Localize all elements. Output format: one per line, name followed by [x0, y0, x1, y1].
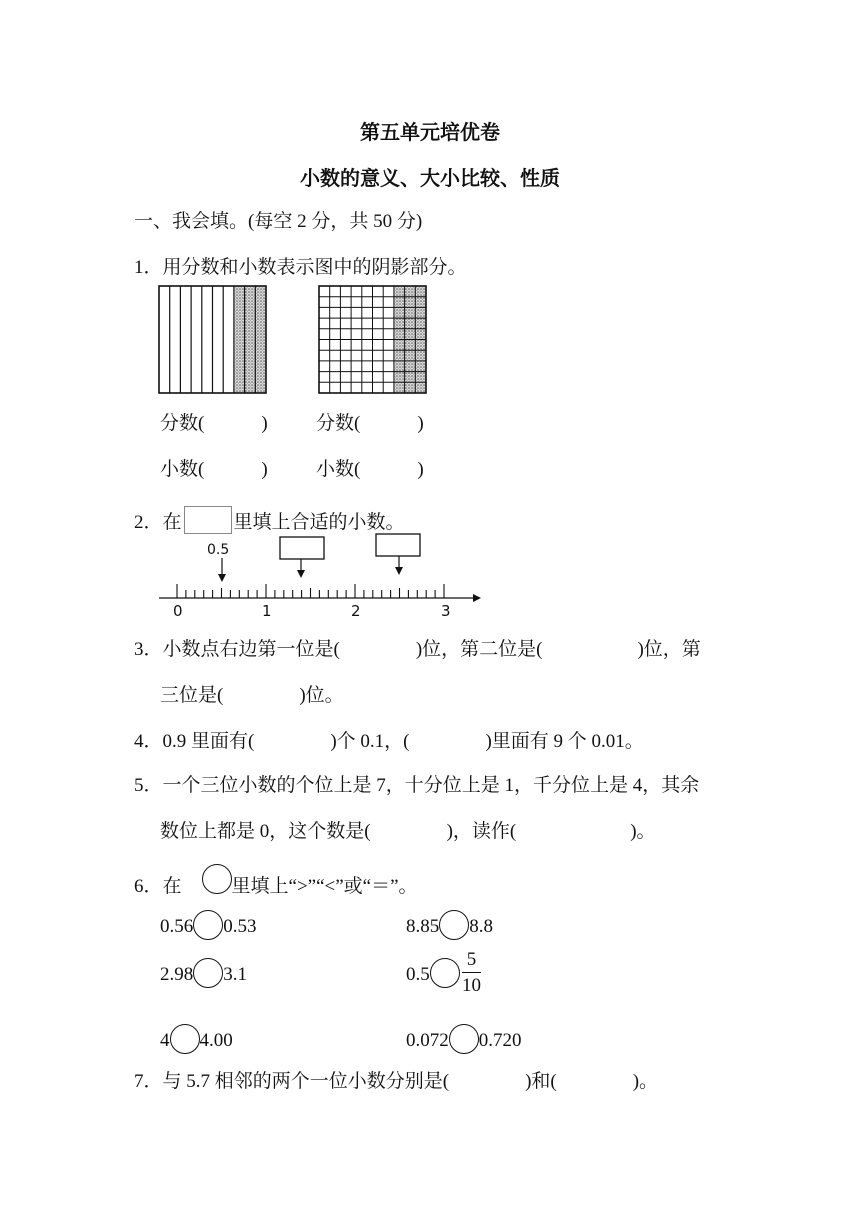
question-1-text: 1．用分数和小数表示图中的阴影部分。 [134, 257, 467, 278]
question-6-text [134, 864, 418, 898]
figure-tenths-strip [158, 285, 270, 395]
page-title: 第五单元培优卷 [360, 120, 500, 144]
decimal-answer-a[interactable]: 小数( ) [160, 459, 268, 480]
compare-left: 2.98 [160, 964, 194, 985]
fraction-numerator: 5 [462, 948, 481, 973]
compare-item-6 [406, 1024, 522, 1054]
fraction-answer-b[interactable]: 分数( ) [316, 413, 424, 434]
question-2-text [134, 506, 405, 534]
tick-label-1: 1 [262, 602, 272, 620]
page-subtitle: 小数的意义、大小比较、性质 [300, 166, 560, 190]
compare-circle[interactable] [439, 910, 469, 940]
question-2-suffix: 里填上合适的小数。 [233, 512, 405, 533]
answer-box-1[interactable] [280, 537, 324, 559]
figure-hundredths-grid [318, 285, 430, 395]
question-2-prefix: 2．在 [134, 512, 182, 533]
question-5-line2: 数位上都是 0，这个数是( )，读作( )。 [160, 821, 656, 842]
compare-left: 8.85 [406, 916, 440, 937]
compare-circle[interactable] [193, 958, 223, 988]
number-line [155, 532, 485, 624]
answer-box-2[interactable] [376, 534, 420, 556]
question-3-line1: 3．小数点右边第一位是( )位，第二位是( )位，第 [134, 639, 701, 660]
compare-right: 8.8 [469, 916, 493, 937]
tick-label-3: 3 [441, 602, 451, 620]
compare-left: 0.56 [160, 916, 194, 937]
compare-right: 4.00 [199, 1030, 233, 1051]
compare-right: 0.720 [478, 1030, 522, 1051]
compare-item-5 [160, 1024, 233, 1054]
compare-right: 3.1 [223, 964, 247, 985]
question-6-suffix: 里填上“>”“<”或“＝”。 [231, 876, 418, 897]
answer-box-sample [184, 506, 232, 534]
tick-label-2: 2 [351, 602, 361, 620]
fraction-answer-a[interactable]: 分数( ) [160, 413, 268, 434]
compare-item-2 [406, 910, 493, 940]
compare-circle[interactable] [430, 958, 460, 988]
section-heading: 一、我会填。(每空 2 分，共 50 分) [134, 211, 423, 232]
compare-circle[interactable] [449, 1024, 479, 1054]
compare-left: 0.072 [406, 1030, 449, 1051]
compare-right: 0.53 [223, 916, 257, 937]
compare-left: 0.5 [406, 964, 430, 985]
numberline-label: 0.5 [207, 542, 230, 558]
question-6-prefix: 6．在 [134, 876, 182, 897]
question-3-line2: 三位是( )位。 [160, 685, 344, 706]
compare-item-1 [160, 910, 257, 940]
fraction-denominator: 10 [462, 975, 481, 996]
tick-label-0: 0 [173, 602, 183, 620]
circle-sample [202, 864, 232, 894]
question-4-text: 4．0.9 里面有( )个 0.1，( )里面有 9 个 0.01。 [134, 731, 644, 752]
fraction-five-tenths [462, 948, 481, 999]
question-5-line1: 5．一个三位小数的个位上是 7，十分位上是 1，千分位上是 4，其余 [134, 775, 700, 796]
compare-item-3 [160, 958, 247, 988]
shaded-area [234, 286, 266, 393]
compare-circle[interactable] [193, 910, 223, 940]
compare-item-4 [406, 958, 460, 988]
compare-left: 4 [160, 1030, 170, 1051]
question-7-text: 7．与 5.7 相邻的两个一位小数分别是( )和( )。 [134, 1071, 659, 1092]
decimal-answer-b[interactable]: 小数( ) [316, 459, 424, 480]
compare-circle[interactable] [170, 1024, 200, 1054]
